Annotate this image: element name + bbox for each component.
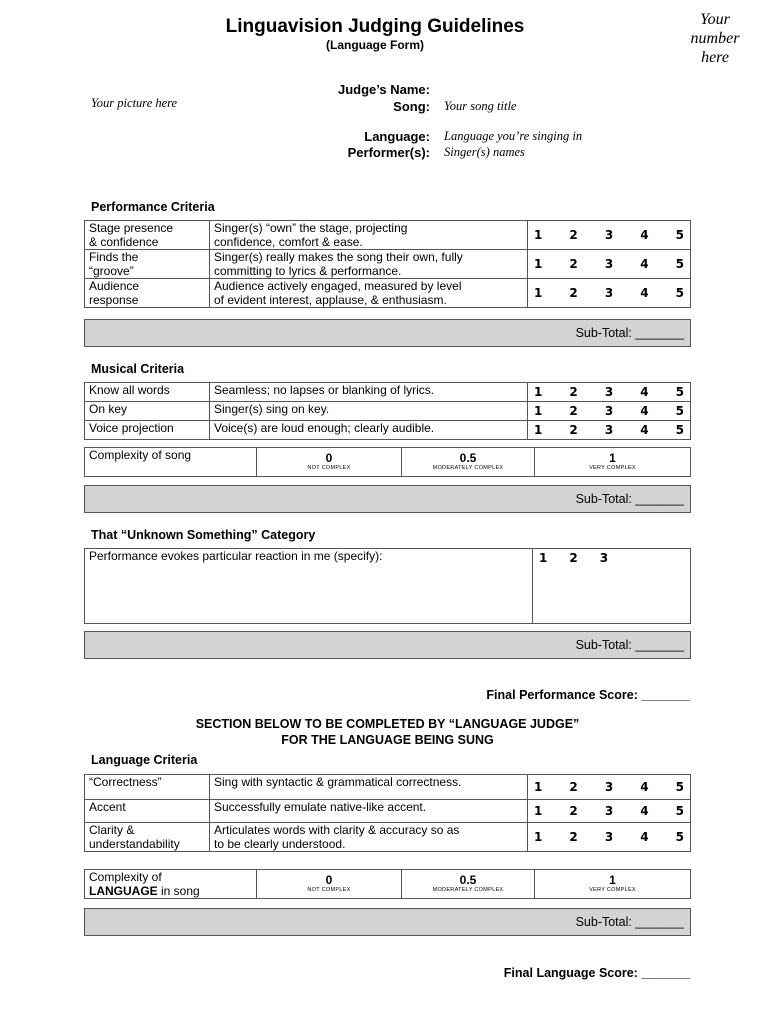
- song-label: Song:: [393, 99, 430, 114]
- score-options[interactable]: 1 2 3 4 5: [528, 402, 691, 421]
- complexity-option[interactable]: 0 NOT COMPLEX: [257, 870, 402, 899]
- page-title: Linguavision Judging Guidelines: [225, 16, 525, 37]
- description-cell: Audience actively engaged, measured by level of evident interest, applause, & enthusiasm.: [210, 279, 528, 308]
- description-cell: Singer(s) really makes the song their own, fully committing to lyrics & performance.: [210, 250, 528, 279]
- criterion-cell: Clarity & understandability: [85, 823, 210, 852]
- complexity-option[interactable]: 0.5 MODERATELY COMPLEX: [402, 448, 535, 477]
- score-options[interactable]: 1 2 3 4 5: [528, 775, 691, 800]
- language-instruction-2: FOR THE LANGUAGE BEING SUNG: [281, 733, 494, 747]
- score-options[interactable]: 1 2 3 4 5: [528, 421, 691, 440]
- song-field[interactable]: Your song title: [444, 99, 517, 113]
- table-row: [85, 279, 691, 308]
- language-label: Language:: [364, 129, 430, 144]
- number-line-2: number: [690, 30, 740, 47]
- table-row: [85, 250, 691, 279]
- final-performance-score[interactable]: Final Performance Score: _______: [486, 688, 690, 702]
- language-complexity-table: [84, 869, 691, 899]
- page-subtitle: (Language Form): [326, 38, 424, 52]
- criterion-cell: On key: [85, 402, 210, 421]
- description-cell: Singer(s) sing on key.: [210, 402, 528, 421]
- complexity-option[interactable]: 1 VERY COMPLEX: [535, 870, 691, 899]
- description-cell: Voice(s) are loud enough; clearly audible.: [210, 421, 528, 440]
- table-row: [85, 800, 691, 823]
- description-cell: Seamless; no lapses or blanking of lyrics.: [210, 383, 528, 402]
- table-row: [85, 221, 691, 250]
- table-row: [85, 549, 691, 624]
- score-options[interactable]: 1 2 3 4 5: [528, 823, 691, 852]
- unknown-subtotal[interactable]: Sub-Total: _______: [84, 631, 691, 659]
- score-options[interactable]: 1 2 3: [533, 549, 691, 624]
- complexity-option[interactable]: 0.5 MODERATELY COMPLEX: [402, 870, 535, 899]
- musical-table: [84, 382, 691, 440]
- criterion-cell: Voice projection: [85, 421, 210, 440]
- description-cell: Articulates words with clarity & accuracy so as to be clearly understood.: [210, 823, 528, 852]
- performance-table: [84, 220, 691, 308]
- musical-subtotal[interactable]: Sub-Total: _______: [84, 485, 691, 513]
- number-line-1: Your: [700, 11, 730, 28]
- description-cell: Sing with syntactic & grammatical correctness.: [210, 775, 528, 800]
- song-complexity-table: [84, 447, 691, 477]
- performer-field[interactable]: Singer(s) names: [444, 145, 525, 159]
- score-options[interactable]: 1 2 3 4 5: [528, 250, 691, 279]
- language-table: [84, 774, 691, 852]
- complexity-label: Complexity of song: [85, 448, 257, 477]
- number-line-3: here: [701, 49, 729, 66]
- table-row: [85, 823, 691, 852]
- description-cell: Successfully emulate native-like accent.: [210, 800, 528, 823]
- number-placeholder[interactable]: [660, 10, 770, 67]
- table-row: [85, 402, 691, 421]
- language-heading: Language Criteria: [91, 753, 198, 767]
- table-row: [85, 383, 691, 402]
- language-subtotal[interactable]: Sub-Total: _______: [84, 908, 691, 936]
- score-options[interactable]: 1 2 3 4 5: [528, 221, 691, 250]
- criterion-cell: Know all words: [85, 383, 210, 402]
- table-row: [85, 421, 691, 440]
- performance-heading: Performance Criteria: [91, 200, 215, 214]
- description-cell[interactable]: Performance evokes particular reaction in me (specify):: [85, 549, 533, 624]
- performance-subtotal[interactable]: Sub-Total: _______: [84, 319, 691, 347]
- score-options[interactable]: 1 2 3 4 5: [528, 279, 691, 308]
- criterion-cell: Audience response: [85, 279, 210, 308]
- picture-placeholder[interactable]: Your picture here: [91, 96, 178, 110]
- complexity-label: Complexity of LANGUAGE in song: [85, 870, 257, 899]
- criterion-cell: Stage presence & confidence: [85, 221, 210, 250]
- unknown-table: [84, 548, 691, 624]
- unknown-heading: That “Unknown Something” Category: [91, 528, 316, 542]
- musical-heading: Musical Criteria: [91, 362, 185, 376]
- language-field[interactable]: Language you’re singing in: [444, 129, 583, 143]
- judge-name-label: Judge’s Name:: [338, 82, 430, 97]
- score-options[interactable]: 1 2 3 4 5: [528, 800, 691, 823]
- performer-label: Performer(s):: [347, 145, 430, 160]
- criterion-cell: Accent: [85, 800, 210, 823]
- score-options[interactable]: 1 2 3 4 5: [528, 383, 691, 402]
- criterion-cell: “Correctness”: [85, 775, 210, 800]
- table-row: [85, 775, 691, 800]
- final-language-score[interactable]: Final Language Score: _______: [503, 966, 690, 980]
- description-cell: Singer(s) “own” the stage, projecting confidence, comfort & ease.: [210, 221, 528, 250]
- language-instruction-1: SECTION BELOW TO BE COMPLETED BY “LANGUAGE JUDGE”: [195, 717, 580, 731]
- complexity-option[interactable]: 0 NOT COMPLEX: [257, 448, 402, 477]
- complexity-option[interactable]: 1 VERY COMPLEX: [535, 448, 691, 477]
- criterion-cell: Finds the “groove”: [85, 250, 210, 279]
